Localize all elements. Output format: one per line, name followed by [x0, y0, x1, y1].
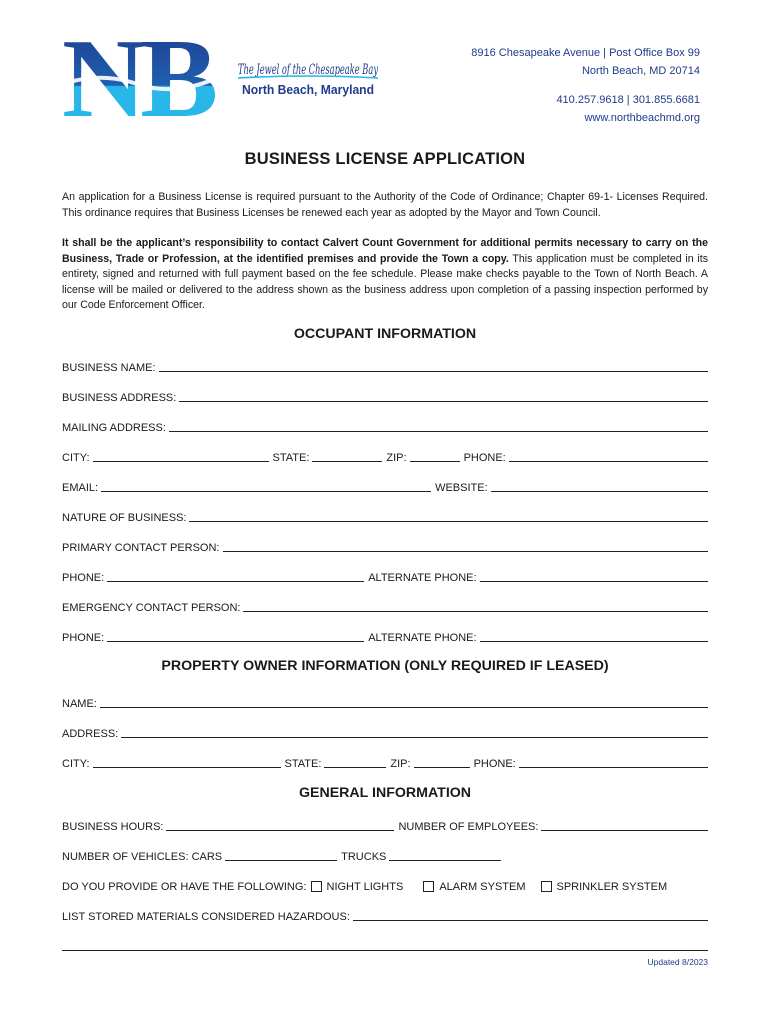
vehicles-row	[62, 848, 708, 864]
logo-letters: NB	[62, 17, 216, 141]
address-line-1: 8916 Chesapeake Avenue | Post Office Box 99	[471, 47, 700, 59]
city-state-zip-row	[62, 449, 708, 465]
owner-state-label: STATE:	[284, 758, 322, 770]
city-field[interactable]	[93, 460, 269, 462]
phone-field[interactable]	[509, 460, 708, 462]
email-label: EMAIL:	[62, 482, 99, 494]
primary-contact-label: PRIMARY CONTACT PERSON:	[62, 542, 220, 554]
alternate-phone-label: ALTERNATE PHONE:	[368, 632, 477, 644]
intro-bold-text: It shall be the applicant’s responsibility to contact Calvert Count Government for additional permits necessary to carry on the Business, Trade or Profession, at the identified premises and provide the Town a copy.	[62, 237, 708, 265]
updated-date: Updated 8/2023	[647, 957, 708, 967]
emergency-contact-label: EMERGENCY CONTACT PERSON:	[62, 602, 241, 614]
owner-city-field[interactable]	[93, 766, 281, 768]
business-name-row	[62, 359, 708, 375]
emergency-contact-field[interactable]	[243, 610, 708, 612]
night-lights-option[interactable]	[311, 880, 404, 894]
owner-zip-field[interactable]	[414, 766, 470, 768]
owner-heading: PROPERTY OWNER INFORMATION (ONLY REQUIRED IF LEASED)	[161, 658, 609, 674]
phone-label: PHONE:	[62, 632, 105, 644]
hours-employees-row	[62, 818, 708, 834]
employees-field[interactable]	[541, 829, 708, 831]
mailing-address-row	[62, 419, 708, 435]
owner-address-label: ADDRESS:	[62, 728, 119, 740]
website-link[interactable]: www.northbeachmd.org	[584, 112, 700, 124]
trucks-label: TRUCKS	[341, 851, 387, 863]
owner-name-field[interactable]	[100, 706, 708, 708]
owner-name-label: NAME:	[62, 698, 97, 710]
nature-row	[62, 509, 708, 525]
city-label: CITY:	[62, 452, 90, 464]
website-field[interactable]	[491, 490, 708, 492]
alternate-phone-field[interactable]	[480, 580, 708, 582]
owner-phone-field[interactable]	[519, 766, 708, 768]
employees-label: NUMBER OF EMPLOYEES:	[398, 821, 539, 833]
business-hours-label: BUSINESS HOURS:	[62, 821, 164, 833]
logo-tagline: The Jewel of the Chesapeake Bay	[238, 62, 379, 78]
phone-numbers: 410.257.9618 | 301.855.6681	[556, 94, 700, 106]
owner-city-label: CITY:	[62, 758, 90, 770]
logo-town: North Beach, Maryland	[242, 82, 375, 97]
sprinkler-label: SPRINKLER SYSTEM	[556, 881, 668, 893]
hazardous-field[interactable]	[353, 919, 708, 921]
alarm-checkbox[interactable]	[423, 881, 434, 892]
hazardous-extra-line[interactable]	[62, 950, 708, 951]
primary-contact-field[interactable]	[223, 550, 709, 552]
nature-field[interactable]	[189, 520, 708, 522]
phone-alt-row-2	[62, 629, 708, 645]
phone-label: PHONE:	[463, 452, 506, 464]
nature-label: NATURE OF BUSINESS:	[62, 512, 187, 524]
night-lights-label: NIGHT LIGHTS	[326, 881, 404, 893]
alternate-phone-field[interactable]	[480, 640, 708, 642]
hazardous-label: LIST STORED MATERIALS CONSIDERED HAZARDOUS:	[62, 911, 350, 923]
business-address-field[interactable]	[179, 400, 708, 402]
provide-label: DO YOU PROVIDE OR HAVE THE FOLLOWING:	[62, 881, 307, 893]
trucks-field[interactable]	[389, 859, 501, 861]
intro-rest-text: This application must be completed in its entirety, signed and returned with full payment based on the fee schedule. Please make checks payable to the Town of North Beach. A license will be mailed or delivered to the address shown as the business address upon completion of a passing inspection performed by our Code Enforcement Officer.	[62, 252, 708, 311]
page-title: BUSINESS LICENSE APPLICATION	[244, 150, 526, 168]
mailing-address-label: MAILING ADDRESS:	[62, 422, 166, 434]
owner-name-row	[62, 695, 708, 711]
business-name-field[interactable]	[159, 370, 708, 372]
alternate-phone-label: ALTERNATE PHONE:	[368, 572, 477, 584]
phone-field[interactable]	[107, 640, 364, 642]
phone-alt-row-1	[62, 569, 708, 585]
business-hours-field[interactable]	[166, 829, 394, 831]
address-line-2: North Beach, MD 20714	[581, 65, 700, 77]
primary-contact-row	[62, 539, 708, 555]
owner-address-row	[62, 725, 708, 741]
owner-address-field[interactable]	[121, 736, 708, 738]
cars-field[interactable]	[225, 859, 337, 861]
mailing-address-field[interactable]	[169, 430, 708, 432]
alarm-label: ALARM SYSTEM	[439, 881, 526, 893]
occupant-heading: OCCUPANT INFORMATION	[293, 326, 477, 342]
owner-phone-label: PHONE:	[473, 758, 516, 770]
phone-field[interactable]	[107, 580, 364, 582]
intro-paragraph-2	[62, 236, 708, 314]
phone-label: PHONE:	[62, 572, 105, 584]
website-label: WEBSITE:	[435, 482, 488, 494]
zip-field[interactable]	[410, 460, 460, 462]
sprinkler-checkbox[interactable]	[541, 881, 552, 892]
contact-block	[471, 44, 700, 127]
owner-zip-label: ZIP:	[390, 758, 411, 770]
business-address-row	[62, 389, 708, 405]
business-address-label: BUSINESS ADDRESS:	[62, 392, 177, 404]
owner-city-row	[62, 755, 708, 771]
provide-row	[62, 878, 708, 894]
general-heading: GENERAL INFORMATION	[298, 785, 472, 801]
hazardous-row	[62, 908, 708, 924]
vehicles-cars-label: NUMBER OF VEHICLES: CARS	[62, 851, 223, 863]
zip-label: ZIP:	[386, 452, 407, 464]
email-website-row	[62, 479, 708, 495]
north-beach-logo	[62, 17, 392, 141]
night-lights-checkbox[interactable]	[311, 881, 322, 892]
emergency-contact-row	[62, 599, 708, 615]
email-field[interactable]	[101, 490, 431, 492]
sprinkler-option[interactable]	[541, 880, 668, 894]
alarm-option[interactable]	[423, 880, 525, 894]
intro-paragraph-1: An application for a Business License is required pursuant to the Authority of the Code of Ordinance; Chapter 69-1- Licenses Required. This ordinance requires that Business Licenses be renewed each year as adopted by the Mayor and Town Council.	[62, 191, 708, 219]
state-label: STATE:	[272, 452, 310, 464]
state-field[interactable]	[312, 460, 382, 462]
business-name-label: BUSINESS NAME:	[62, 362, 156, 374]
owner-state-field[interactable]	[324, 766, 386, 768]
